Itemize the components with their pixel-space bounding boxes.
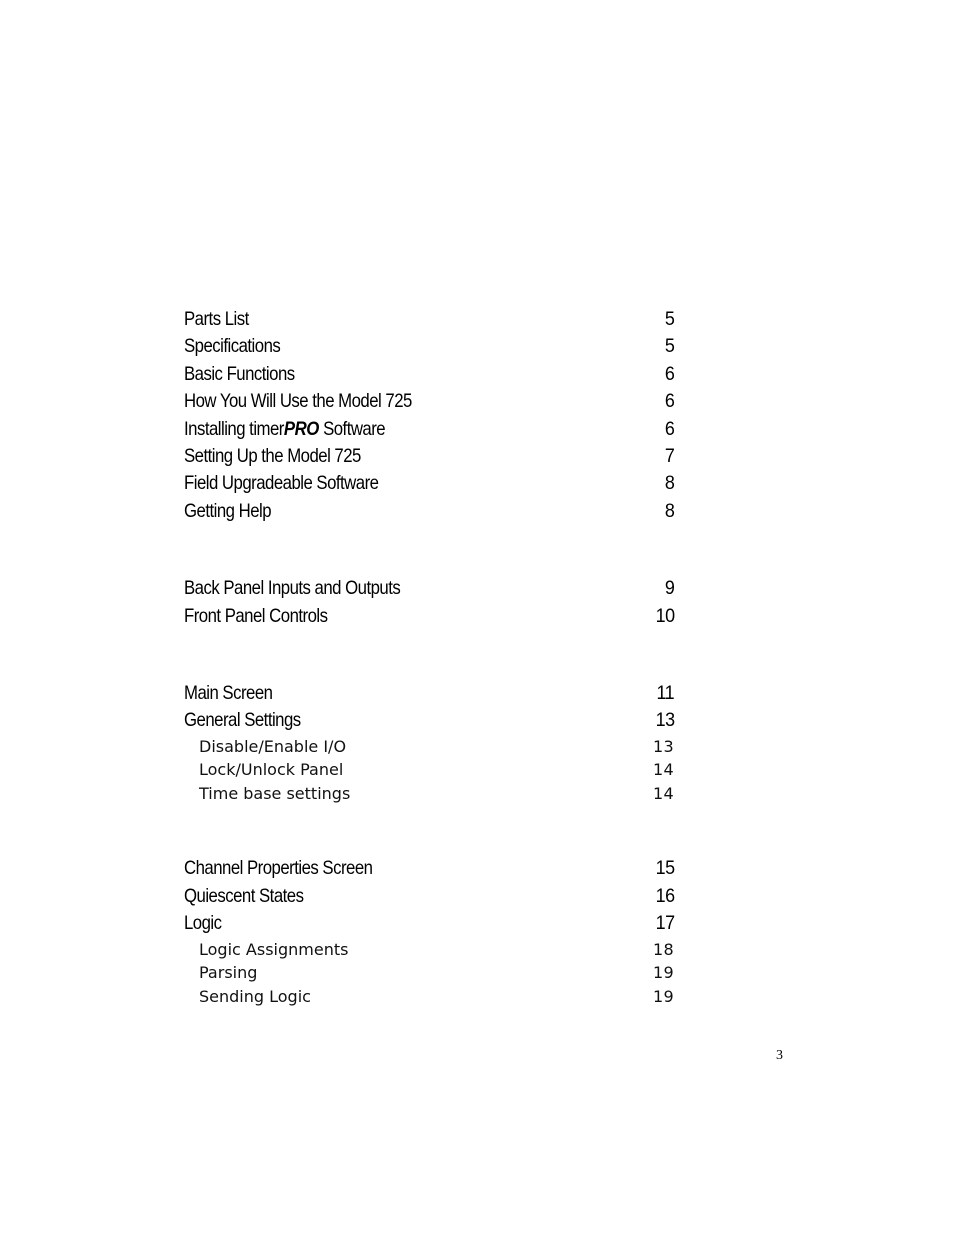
toc-entry-page: 16 <box>655 884 674 907</box>
toc-subentry-time-base[interactable] <box>184 782 674 806</box>
toc-subentry-page: 18 <box>653 939 674 959</box>
toc-entry-title: Main Screen <box>184 681 273 704</box>
toc-entry-page: 8 <box>664 499 674 522</box>
toc-entry-parts-list[interactable] <box>184 306 674 333</box>
toc-entry-title: Parts List <box>184 308 249 330</box>
toc-entry-page: 6 <box>664 362 674 385</box>
toc-entry-title: Basic Functions <box>184 362 295 385</box>
toc-entry-page: 8 <box>664 472 674 495</box>
toc-entry-title: Back Panel Inputs and Outputs <box>184 577 401 600</box>
toc-entry-installing-timerpro[interactable] <box>184 416 674 443</box>
toc-entry-logic[interactable] <box>184 910 674 937</box>
toc-subentry-sending-logic[interactable] <box>184 985 674 1009</box>
toc-title-suffix: Software <box>318 417 386 440</box>
toc-entry-page: 15 <box>655 857 674 880</box>
toc-entry-title: Channel Properties Screen <box>184 857 373 880</box>
toc-title-prefix: Installing <box>184 417 250 440</box>
toc-subentry-page: 14 <box>653 783 674 803</box>
brand-name-pro: PRO <box>283 417 319 440</box>
toc-subentry-title: Logic Assignments <box>199 939 349 959</box>
toc-entry-page: 13 <box>655 709 674 732</box>
toc-entry-main-screen[interactable] <box>184 680 674 707</box>
toc-subentry-title: Time base settings <box>199 783 351 803</box>
toc-entry-title: How You Will Use the Model 725 <box>184 390 412 413</box>
toc-entry-page: 6 <box>664 390 674 413</box>
table-of-contents <box>184 306 674 1008</box>
toc-entry-page: 11 <box>656 681 674 704</box>
toc-subentry-logic-assignments[interactable] <box>184 938 674 962</box>
toc-entry-front-panel[interactable] <box>184 603 674 630</box>
toc-subentry-page: 19 <box>653 986 674 1006</box>
section-spacer <box>184 805 674 855</box>
toc-subentry-lock-unlock[interactable] <box>184 758 674 782</box>
page-number: 3 <box>776 1048 783 1063</box>
toc-entry-title: Getting Help <box>184 499 272 522</box>
toc-entry-page: 5 <box>664 335 674 358</box>
toc-entry-page: 9 <box>664 577 674 600</box>
toc-subentry-title: Disable/Enable I/O <box>199 736 347 756</box>
toc-entry-quiescent-states[interactable] <box>184 883 674 910</box>
toc-entry-title: Quiescent States <box>184 884 304 907</box>
toc-entry-page: 7 <box>664 444 674 467</box>
toc-entry-general-settings[interactable] <box>184 707 674 734</box>
toc-entry-title: Logic <box>184 912 222 935</box>
toc-entry-basic-functions[interactable] <box>184 361 674 388</box>
toc-subentry-title: Sending Logic <box>199 986 311 1006</box>
toc-entry-how-you-will-use[interactable] <box>184 388 674 415</box>
toc-entry-title: Front Panel Controls <box>184 604 328 627</box>
toc-entry-page: 6 <box>664 417 674 440</box>
toc-entry-title: General Settings <box>184 709 301 732</box>
toc-entry-title: Setting Up the Model 725 <box>184 444 361 467</box>
toc-subentry-parsing[interactable] <box>184 961 674 985</box>
toc-subentry-disable-enable[interactable] <box>184 735 674 759</box>
toc-entry-getting-help[interactable] <box>184 498 674 525</box>
toc-entry-channel-properties[interactable] <box>184 855 674 882</box>
toc-entry-specifications[interactable] <box>184 333 674 360</box>
section-spacer <box>184 525 674 575</box>
toc-subentry-title: Parsing <box>199 963 258 983</box>
toc-subentry-title: Lock/Unlock Panel <box>199 760 344 780</box>
toc-entry-title: Specifications <box>184 335 281 358</box>
toc-subentry-page: 13 <box>653 736 674 756</box>
toc-entry-back-panel[interactable] <box>184 575 674 602</box>
toc-entry-page: 17 <box>655 912 674 935</box>
toc-entry-field-upgradeable[interactable] <box>184 470 674 497</box>
section-spacer <box>184 630 674 680</box>
toc-entry-page: 10 <box>655 604 674 627</box>
toc-entry-title <box>184 416 385 443</box>
toc-entry-page: 5 <box>664 308 674 330</box>
toc-entry-setting-up[interactable] <box>184 443 674 470</box>
brand-name-timer: timer <box>249 417 284 440</box>
toc-entry-title: Field Upgradeable Software <box>184 472 379 495</box>
toc-subentry-page: 14 <box>653 760 674 780</box>
toc-subentry-page: 19 <box>653 963 674 983</box>
